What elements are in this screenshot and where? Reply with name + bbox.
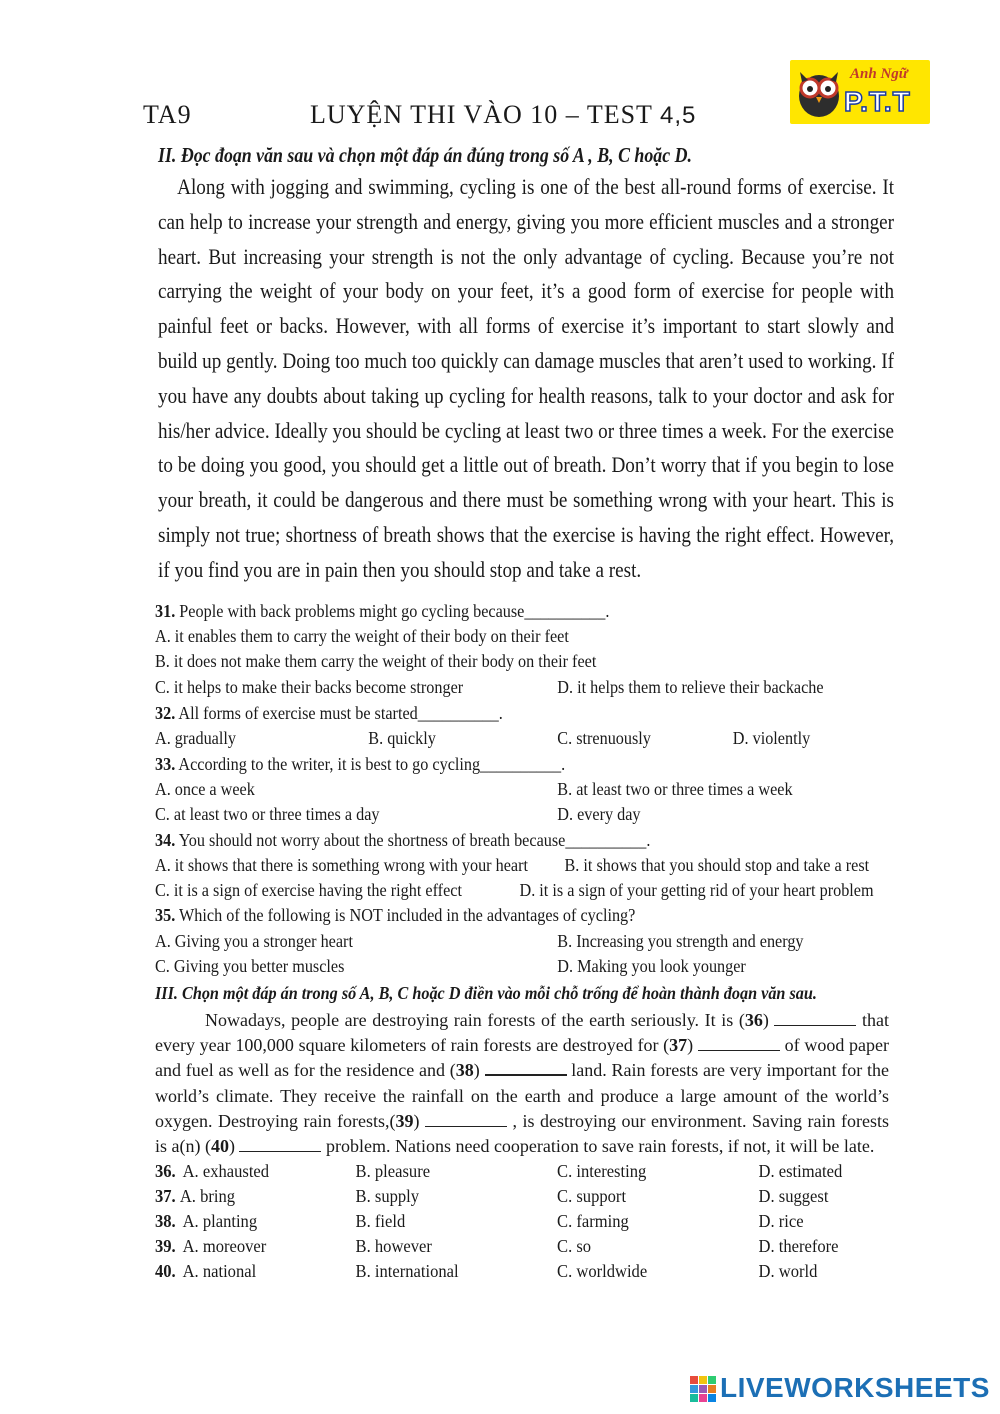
owl-icon (796, 66, 842, 118)
option-c[interactable]: C. interesting (557, 1161, 647, 1181)
logo-name: P.T.T (844, 86, 911, 117)
cloze-text: Nowadays, people are destroying rain forests of the earth seriously. It is (36) that every year 100,000 square kilometers of rain forests are destroyed for (37) of wood paper and fuel as well as for the residence and (38) land. Rain forests are very important for the world’s climate. They receive the rainfall on the earth and produce a large amount of the world’s oxygen. Destroying rain forests,(39) , is destroying our environment. Saving rain forests is a(n) (40) problem. Nations need cooperation to save rain forests, if not, it will be late. (155, 1010, 890, 1157)
blank-number: 39 (395, 1110, 414, 1131)
blank-37[interactable] (698, 1036, 780, 1051)
brand-logo (790, 60, 930, 124)
question-32 (155, 703, 503, 724)
question-number: 34. (155, 830, 176, 850)
question-33 (155, 754, 565, 775)
cloze-fragment: of wood paper and fuel as well as for the residence and (155, 1035, 890, 1081)
option-a[interactable]: A. exhausted (182, 1161, 270, 1181)
option-d[interactable]: D. therefore (758, 1236, 839, 1256)
option-d[interactable]: D. Making you look younger (557, 956, 746, 976)
option-d[interactable]: D. it is a sign of your getting rid of your heart problem (519, 880, 874, 900)
option-b[interactable]: B. at least two or three times a week (557, 779, 793, 799)
option-d[interactable]: D. violently (732, 728, 811, 748)
option-c[interactable]: C. so (557, 1236, 592, 1256)
question-34 (155, 830, 650, 851)
blank-number: 40 (210, 1136, 229, 1157)
option-b[interactable]: B. however (355, 1236, 432, 1256)
cloze-fragment: problem. Nations need cooperation to save rain forests, if not, it will be late. (321, 1136, 875, 1157)
option-a[interactable]: A. planting (182, 1211, 258, 1231)
blank-38[interactable] (485, 1060, 567, 1076)
option-b[interactable]: B. field (355, 1211, 406, 1231)
option-c[interactable]: C. worldwide (557, 1261, 648, 1281)
logo-caption: Anh Ngữ (850, 66, 908, 82)
title-number: 4,5 (659, 102, 697, 129)
options-36-40 (155, 1161, 843, 1291)
option-d[interactable]: D. world (758, 1261, 818, 1281)
option-c[interactable]: C. strenuously (557, 728, 651, 748)
option-d[interactable]: D. estimated (758, 1161, 843, 1181)
question-stem: All forms of exercise must be started__________. (178, 703, 503, 723)
cloze-fragment: that every year 100,000 square kilometers of rain forests are destroyed for (155, 1010, 889, 1056)
option-d[interactable]: D. every day (557, 804, 641, 824)
option-a[interactable]: A. once a week (155, 779, 255, 799)
title-text: LUYỆN THI VÀO 10 – TEST (310, 100, 660, 129)
blank-36[interactable] (774, 1011, 856, 1026)
question-stem: Which of the following is NOT included in the advantages of cycling? (179, 905, 636, 925)
question-31 (155, 601, 609, 622)
cloze-passage (155, 1008, 889, 1159)
option-a[interactable]: A. gradually (155, 728, 236, 748)
question-number: 35. (155, 905, 176, 925)
question-number: 31. (155, 601, 176, 621)
cloze-fragment: land. Rain forests are very important for the world’s climate. They receive the rainfall on the earth and produce a large amount of the world’s oxygen. Destroying rain forests, (155, 1060, 889, 1131)
section-3-heading: III. Chọn một đáp án trong số A, B, C hoặc D điền vào mỗi chỗ trống để hoàn thành đoạn văn sau. (155, 983, 817, 1003)
row-number: 40. (155, 1261, 176, 1281)
reading-passage (158, 170, 894, 588)
question-number: 32. (155, 703, 176, 723)
blank-number: 37 (669, 1035, 688, 1056)
options-row-39 (155, 1236, 176, 1257)
option-a[interactable]: A. national (182, 1261, 257, 1281)
cloze-fragment: Nowadays, people are destroying rain forests of the earth seriously. It is (205, 1010, 739, 1030)
option-b[interactable]: B. international (355, 1261, 459, 1281)
option-c[interactable]: C. farming (557, 1211, 629, 1231)
blank-40[interactable] (239, 1137, 321, 1152)
row-number: 36. (155, 1161, 176, 1181)
option-a[interactable]: A. it shows that there is something wrong with your heart (155, 855, 529, 875)
option-b[interactable]: B. Increasing you strength and energy (557, 931, 804, 951)
option-b[interactable]: B. pleasure (355, 1161, 431, 1181)
questions-31-35 (155, 601, 902, 1001)
option-b[interactable]: B. quickly (368, 728, 436, 748)
question-stem: According to the writer, it is best to go cycling__________. (178, 754, 566, 774)
option-c[interactable]: C. it helps to make their backs become stronger (155, 677, 464, 697)
row-number: 38. (155, 1211, 176, 1231)
options-row-40 (155, 1261, 176, 1282)
option-c[interactable]: C. support (557, 1186, 627, 1206)
option-a[interactable]: A. moreover (182, 1236, 267, 1256)
option-d[interactable]: D. it helps them to relieve their backache (557, 677, 824, 697)
option-b[interactable]: B. it shows that you should stop and take a rest (564, 855, 870, 875)
row-number: 39. (155, 1236, 176, 1256)
option-a[interactable]: A. bring (179, 1186, 236, 1206)
blank-39[interactable] (425, 1112, 507, 1127)
section-2-heading: II. Đọc đoạn văn sau và chọn một đáp án đúng trong số A , B, C hoặc D. (158, 143, 692, 167)
row-number: 37. (155, 1186, 176, 1206)
page-title (310, 100, 696, 130)
option-c[interactable]: C. it is a sign of exercise having the right effect (155, 880, 462, 900)
options-row-37 (155, 1186, 176, 1207)
blank-number: 36 (744, 1010, 763, 1030)
option-a[interactable]: A. it enables them to carry the weight of their body on their feet (155, 626, 569, 646)
option-c[interactable]: C. at least two or three times a day (155, 804, 380, 824)
brand-name: LIVEWORKSHEETS (720, 1372, 990, 1403)
question-35 (155, 905, 635, 926)
header-code: TA9 (143, 100, 192, 129)
option-d[interactable]: D. suggest (758, 1186, 829, 1206)
question-number: 33. (155, 754, 176, 774)
cloze-fragment: , is destroying our environment. Saving rain forests is a(n) (155, 1110, 890, 1157)
blank-number: 38 (455, 1060, 474, 1081)
option-d[interactable]: D. rice (758, 1211, 804, 1231)
option-b[interactable]: B. supply (355, 1186, 420, 1206)
options-row-36 (155, 1161, 176, 1182)
liveworksheets-logo[interactable] (690, 1372, 990, 1406)
question-stem: You should not worry about the shortness of breath because__________. (178, 830, 651, 850)
option-a[interactable]: A. Giving you a stronger heart (155, 931, 353, 951)
option-b[interactable]: B. it does not make them carry the weight of their body on their feet (155, 651, 597, 671)
passage-text: Along with jogging and swimming, cycling is one of the best all-round forms of exercise. It can help to increase your strength and energy, giving you more efficient muscles and a stronger heart. But increasing your strength is not the only advantage of cycling. Because you’re not carrying the weight of your body on your feet, it’s a good form of exercise for people with painful feet or backs. However, with all forms of exercise it’s important to start slowly and build up gently. Doing too much too quickly can damage muscles that aren’t used to working. If you have any doubts about taking up cycling for health reasons, talk to your doctor and ask for his/her advice. Ideally you should be cycling at least two or three times a week. For the exercise to be doing you good, you should get a little out of breath. Don’t worry that if you begin to lose your breath, it could be dangerous and there must be something wrong with your heart. This is simply not true; shortness of breath shows that the exercise is having the right effect. However, if you find you are in pain then you should stop and take a rest. (158, 174, 895, 582)
options-row-38 (155, 1211, 176, 1232)
option-c[interactable]: C. Giving you better muscles (155, 956, 345, 976)
grid-icon (690, 1376, 716, 1402)
question-stem: People with back problems might go cycling because__________. (179, 601, 610, 621)
